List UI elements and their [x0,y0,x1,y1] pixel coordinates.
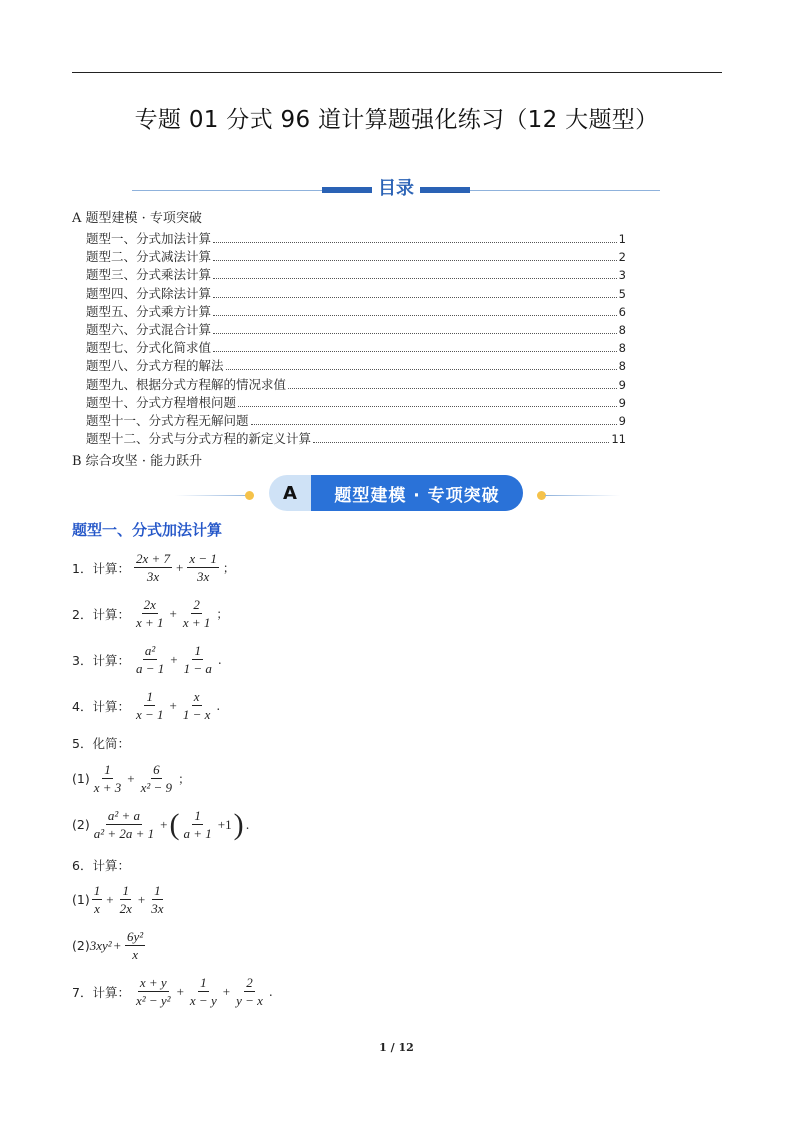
toc-entry-page: 9 [618,377,626,392]
plus-sign: + [222,983,231,999]
denominator: 3x [146,569,160,584]
question-5-part-2 [72,808,249,841]
denominator: x² − y² [135,993,171,1008]
fraction [234,975,265,1008]
banner-text: 题型建模 · 专项突破 [311,475,523,511]
banner-line-left [175,495,250,496]
fraction [92,762,124,795]
toc-list [86,229,626,447]
punctuation: . [216,698,221,713]
denominator: x − 1 [135,707,164,722]
toc-entry-title: 题型三、分式乘法计算 [86,267,212,283]
math-term: 3xy² [89,937,112,953]
plus-sign: + [106,891,114,907]
denominator: 3x [151,901,164,916]
question-6 [72,856,132,874]
toc-entry-page: 8 [618,322,626,337]
denominator: x + 3 [93,780,122,795]
fraction [134,551,172,584]
numerator: 1 [194,643,201,658]
denominator: a + 1 [183,826,212,841]
toc-entry[interactable] [86,320,626,338]
plus-sign: + [176,559,184,575]
fraction [134,643,166,676]
plus-sign: + [127,770,135,786]
denominator: x − y [189,993,217,1008]
toc-entry-title: 题型十、分式方程增根问题 [86,394,237,410]
toc-section-b: B 综合攻坚 · 能力跃升 [72,454,203,469]
toc-entry[interactable] [86,302,626,320]
toc-entry[interactable] [86,338,626,356]
plus-sign: + [176,983,184,999]
numerator: 2x [143,597,156,612]
plus-sign: + [160,816,168,832]
denominator: x [94,901,100,916]
sub-label: (2) [72,817,90,832]
fraction [139,762,174,795]
right-paren: ) [233,807,244,841]
fraction [92,808,156,841]
toc-header-line-right [470,190,660,191]
toc-entry-title: 题型一、分式加法计算 [86,231,212,246]
banner-letter: A [269,475,311,511]
numerator: x − 1 [189,551,217,566]
fraction [118,883,134,916]
fraction [125,929,145,962]
sub-label: (1) [72,771,90,786]
question-6-part-1 [72,883,167,916]
section-heading: 题型一、分式加法计算 [72,521,223,539]
header-rule [72,72,722,73]
toc-entry-title: 题型九、根据分式方程解的情况求值 [86,376,287,392]
numerator: 1 [200,975,207,990]
question-label: 3．计算： [72,652,130,668]
question-7 [72,975,273,1008]
plus-sign: + [169,605,177,621]
toc-entry-title: 题型八、分式方程的解法 [86,358,224,374]
toc-entry-page: 9 [618,413,626,428]
toc-entry[interactable] [86,411,626,429]
numerator: x + y [139,975,167,990]
numerator: 1 [146,689,153,704]
question-5 [72,734,132,752]
denominator: 1 − a [183,661,212,676]
denominator: x + 1 [135,615,164,630]
toc-entry-title: 题型十二、分式与分式方程的新定义计算 [86,431,312,447]
toc-entry-page: 5 [618,286,626,301]
toc-heading: 目录 [378,178,414,199]
toc-entry-page: 3 [618,268,626,283]
sub-label: (1) [72,892,90,907]
fraction [134,975,173,1008]
plus-sign: + [137,891,146,907]
fraction [182,808,214,841]
toc-entry[interactable] [86,229,626,247]
toc-entry[interactable] [86,284,626,302]
toc-entry-page: 8 [618,341,626,356]
left-paren: ( [169,807,180,841]
toc-entry-title: 题型七、分式化简求值 [86,340,212,356]
numerator: 6 [153,762,160,777]
toc-entry-page: 8 [618,359,626,374]
numerator: a² + a [107,808,141,823]
banner-dot-left [245,491,254,500]
sub-label: (2) [72,938,90,953]
banner-pill [269,475,523,511]
question-2 [72,597,228,630]
question-label: 7．计算： [72,984,130,1000]
denominator: x [132,947,138,962]
question-4 [72,689,220,722]
question-label: 1．计算： [72,560,130,576]
toc-section-a: A 题型建模 · 专项突破 [72,211,202,226]
toc-entry-title: 题型十一、分式方程无解问题 [86,412,249,428]
plus-sign: + [170,651,178,667]
toc-entry[interactable] [86,265,626,283]
numerator: 1 [154,883,161,898]
plus-sign: + [113,937,121,953]
denominator: 2x [119,901,132,916]
numerator: 2 [193,597,200,612]
question-label: 4．计算： [72,698,130,714]
toc-entry-title: 题型四、分式除法计算 [86,285,212,301]
question-6-part-2 [72,929,147,962]
toc-header [132,174,660,202]
question-3 [72,643,222,676]
toc-entry-title: 题型二、分式减法计算 [86,249,212,265]
punctuation: . [245,817,250,832]
toc-header-bar-right [420,187,470,193]
denominator: y − x [236,993,263,1008]
question-label: 5．化简： [72,736,130,751]
question-label: 6．计算： [72,858,130,873]
punctuation: . [217,652,222,667]
toc-entry[interactable] [86,247,626,265]
numerator: 1 [122,883,129,898]
numerator: x [193,689,200,704]
toc-entry-page: 1 [618,232,626,246]
denominator: a − 1 [135,661,165,676]
plus-one: +1 [217,816,232,832]
fraction [182,643,214,676]
page-number: 1 / 12 [379,1041,414,1054]
denominator: a² + 2a + 1 [93,826,155,841]
punctuation: ； [216,607,229,621]
question-label: 2．计算： [72,606,130,622]
punctuation: ； [222,561,235,575]
banner-line-right [545,495,620,496]
denominator: x + 1 [182,615,211,630]
toc-entry[interactable] [86,375,626,393]
toc-entry[interactable] [86,429,626,447]
numerator: a² [144,643,156,658]
toc-entry[interactable] [86,356,626,374]
denominator: x² − 9 [140,780,173,795]
document-title: 专题 01 分式 96 道计算题强化练习（12 大题型） [134,107,659,133]
plus-sign: + [169,697,177,713]
punctuation: ； [178,772,191,786]
fraction [187,551,219,584]
fraction [134,689,166,722]
toc-header-bar-left [322,187,372,193]
numerator: 1 [93,883,101,898]
question-1 [72,551,235,584]
toc-header-line-left [132,190,322,191]
numerator: 6y² [127,929,144,944]
fraction [149,883,165,916]
fraction [181,597,213,630]
numerator: 2x + 7 [135,551,170,566]
toc-entry-page: 2 [618,250,626,265]
toc-entry-page: 11 [611,432,626,447]
punctuation: . [268,984,273,999]
section-banner [175,475,620,513]
toc-entry-title: 题型六、分式混合计算 [86,321,212,337]
fraction [134,597,166,630]
numerator: 1 [194,808,201,823]
toc-entry[interactable] [86,393,626,411]
question-5-part-1 [72,762,190,795]
toc-entry-title: 题型五、分式乘方计算 [86,303,212,319]
fraction [92,883,103,916]
denominator: 1 − x [182,707,211,722]
toc-entry-page: 9 [618,395,626,410]
fraction [188,975,219,1008]
fraction [181,689,213,722]
denominator: 3x [196,569,210,584]
numerator: 1 [104,762,111,777]
toc-entry-page: 6 [618,304,626,319]
numerator: 2 [246,975,253,990]
